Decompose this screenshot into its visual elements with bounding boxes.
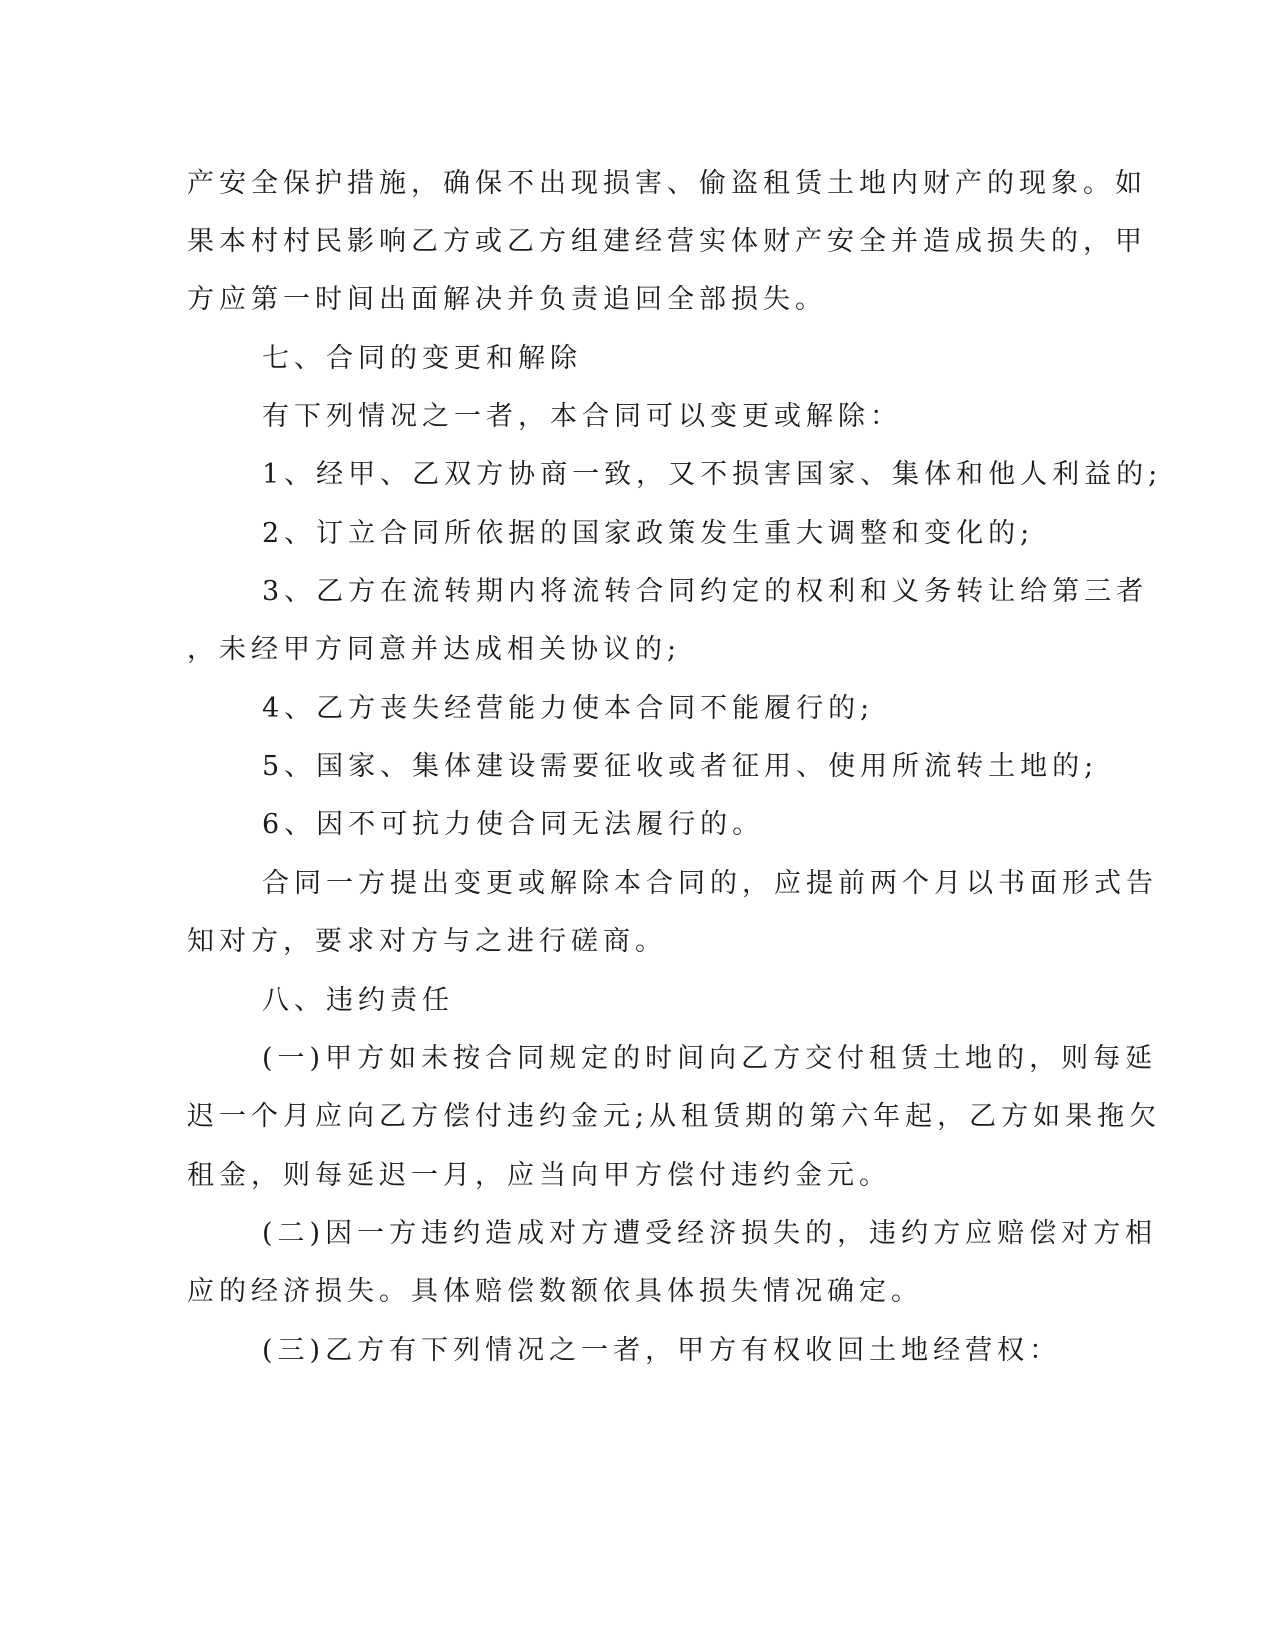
- text-line: (二)因一方违约造成对方遭受经济损失的，违约方应赔偿对方相: [262, 1218, 1158, 1249]
- text-line: 方应第一时间出面解决并负责追回全部损失。: [187, 284, 827, 315]
- text-line: 租金，则每延迟一月，应当向甲方偿付违约金元。: [187, 1160, 891, 1191]
- list-item: 6、因不可抗力使合同无法履行的。: [262, 809, 765, 840]
- text-line: 产安全保护措施，确保不出现损害、偷盗租赁土地内财产的现象。如: [187, 168, 1147, 199]
- list-item: 3、乙方在流转期内将流转合同约定的权利和义务转让给第三者: [262, 576, 1149, 607]
- section-heading: 八、违约责任: [262, 985, 454, 1016]
- text-line: 知对方，要求对方与之进行磋商。: [187, 926, 667, 957]
- text-line: 合同一方提出变更或解除本合同的，应提前两个月以书面形式告: [262, 868, 1158, 899]
- list-item: 5、国家、集体建设需要征收或者征用、使用所流转土地的;: [262, 751, 1099, 782]
- list-item: 4、乙方丧失经营能力使本合同不能履行的;: [262, 693, 875, 724]
- list-item: 2、订立合同所依据的国家政策发生重大调整和变化的;: [262, 518, 1035, 549]
- list-item: 1、经甲、乙双方协商一致，又不损害国家、集体和他人利益的;: [262, 459, 1163, 490]
- text-line: 应的经济损失。具体赔偿数额依具体损失情况确定。: [187, 1276, 923, 1307]
- text-line: 有下列情况之一者，本合同可以变更或解除：: [262, 401, 902, 432]
- text-line: 迟一个月应向乙方偿付违约金元;从租赁期的第六年起，乙方如果拖欠: [187, 1101, 1162, 1132]
- text-line: (一)甲方如未按合同规定的时间向乙方交付租赁土地的，则每延: [262, 1043, 1158, 1074]
- text-line: 果本村村民影响乙方或乙方组建经营实体财产安全并造成损失的，甲: [187, 226, 1147, 257]
- section-heading: 七、合同的变更和解除: [262, 343, 582, 374]
- text-line: ，未经甲方同意并达成相关协议的;: [187, 634, 682, 665]
- text-line: (三)乙方有下列情况之一者，甲方有权收回土地经营权：: [262, 1335, 1062, 1366]
